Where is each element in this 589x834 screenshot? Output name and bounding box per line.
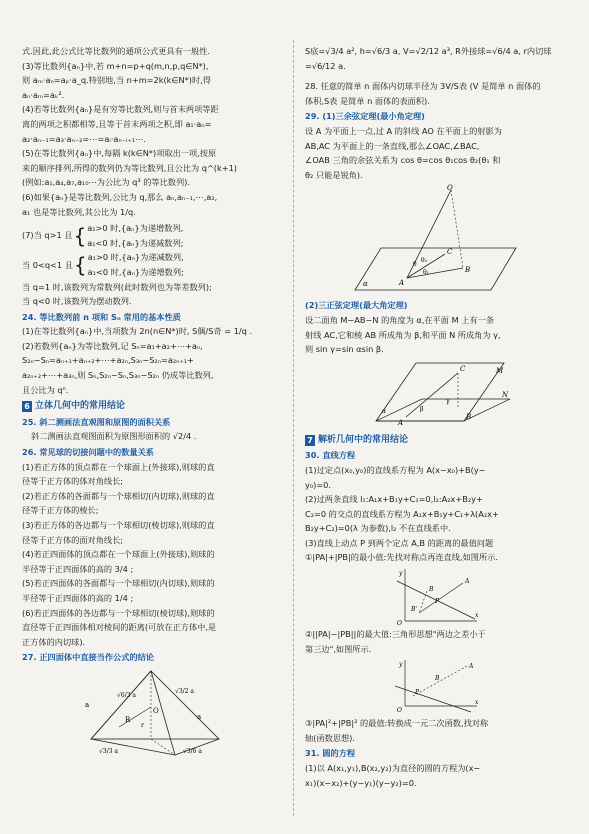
text-line: (例如:a₁,a₄,a₇,a₁₀⋯为公比为 q³ 的等比数列). (22, 177, 190, 188)
label-A: A (398, 418, 404, 427)
tetrahedron-figure (79, 667, 229, 759)
label-O: O (153, 706, 159, 715)
case-label: 当 0<q<1 且 (22, 259, 73, 270)
section-title: 解析几何中的常用结论 (318, 434, 409, 445)
label-gamma: γ (446, 397, 450, 405)
text-line: 半径等于正四面体的高的 3/4 ; (22, 563, 134, 574)
label-r: r (141, 721, 144, 729)
text-line: 则 sin γ=sin αsin β. (305, 344, 384, 355)
text-line: S₂ₙ−Sₙ=aₙ₊₁+aₙ₊₂+⋯+a₂ₙ,S₃ₙ−S₂ₙ=a₂ₙ₊₁+ (22, 355, 194, 366)
text-line: 当 q<0 时,该数列为摆动数列. (22, 296, 132, 307)
case-line: a₁<0 时,{aₙ}为递减数列; (87, 237, 184, 248)
text-line: 设二面角 M−AB−N 的角度为 α,在平面 M 上有一条 (305, 314, 495, 325)
three-sine-figure (356, 359, 516, 431)
left-column (22, 44, 286, 761)
text-line: 轴(函数思想). (305, 732, 355, 743)
heading-29: 29. (1)三余弦定理(最小角定理) (305, 111, 425, 122)
text-line: 则 aₘ·aₙ=aₚ·a_q.特别地,当 n+m=2k(k∈N*)时,得 (22, 75, 211, 86)
heading-25: 25. 斜二测画法直观图和原图的面积关系 (22, 416, 171, 427)
text-line: x₁)(x−x₂)+(y−y₁)(y−y₂)=0. (305, 777, 417, 788)
text-line: θ₂ 只能是锐角). (305, 169, 363, 180)
label-B: B (435, 675, 440, 683)
formula-top: S底=√3/4 a², h=√6/3 a, V=√2/12 a³, R外接球=√6/4 a, r内切球=√6/12 a. (305, 46, 552, 71)
label-x: x (475, 612, 479, 620)
line-l (395, 686, 471, 715)
label-36a: √3/6 a (183, 747, 202, 755)
text-line: 且公比为 qⁿ. (22, 384, 69, 395)
text-line: 斜二测画法直观图面积为原图形面积的 √2/4 . (31, 431, 197, 442)
text-line: (1)在等比数列{aₙ}中,当项数为 2n(n∈N*)时, S偶/S奇 = 1/q . (22, 326, 253, 337)
label-beta: β (420, 405, 424, 413)
label-A: A (469, 663, 474, 671)
case-line: a₁<0 时,{aₙ}为递增数列; (87, 266, 184, 277)
label-B: B (429, 586, 434, 594)
text-line: 体积,S表 是简单 n 面体的表面积). (305, 95, 430, 106)
text-line: ①|PA|+|PB|的最小值:先找对称点再连直线,如图所示. (305, 552, 498, 563)
text-line: (1)过定点(x₀,y₀)的直线系方程为 A(x−x₀)+B(y− (305, 464, 486, 475)
label-a-left: a (85, 700, 90, 709)
label-P: P (435, 598, 440, 606)
section-6-header (22, 399, 286, 414)
text-line: AB,AC 为平面上的一条直线,那么∠OAC,∠BAC, (305, 140, 480, 151)
label-O: O (397, 620, 402, 626)
text-line: (2)若正方体的各面都与一个球相切(内切球),则球的直 (22, 490, 215, 501)
case-label: (7)当 q>1 且 (22, 230, 73, 241)
label-B: B (465, 266, 471, 275)
min-sum-figure (391, 567, 481, 625)
text-line: (1)以 A(x₁,y₁),B(x₂,y₂)为直径的圆的方程为(x− (305, 763, 481, 774)
column-divider (293, 40, 294, 816)
heading-31: 31. 圆的方程 (305, 748, 356, 759)
plane-M (376, 363, 504, 421)
tetra-face (91, 671, 219, 739)
text-line: ∠OAB 三角的余弦关系为 cos θ=cos θ₁cos θ₂(θ₁ 和 (305, 155, 501, 166)
text-line: (4)若正四面体的顶点都在一个球面上(外接球),则球的 (22, 549, 215, 560)
text-line: a₂·aₙ₋₁=a₃·aₙ₋₂=⋯=aᵢ·aₙ₋ᵢ₊₁⋯. (22, 133, 146, 144)
text-line: a₂ₙ₊₂+⋯+a₃ₙ,则 Sₙ,S₂ₙ−Sₙ,S₃ₙ−S₂ₙ 仍成等比数列, (22, 370, 214, 381)
label-C: C (460, 364, 466, 373)
label-alpha: α (382, 407, 387, 415)
section-7-header (305, 433, 567, 448)
three-cosine-figure (351, 184, 521, 296)
label-O: O (397, 707, 402, 715)
heading-27: 27. 正四面体中直接当作公式的结论 (22, 652, 154, 663)
label-63a: √6/3 a (117, 691, 136, 699)
label-y: y (399, 570, 403, 578)
monotonic-case-1 (22, 221, 286, 250)
label-theta2: θ₂ (421, 257, 428, 265)
text-line: (2)过两条直线 l₁:A₁x+B₁y+C₁=0,l₂:A₂x+B₂y+ (305, 494, 483, 505)
text-line: 当 q=1 时,该数列为常数列(此时数列也为等差数列); (22, 281, 212, 292)
text-line: 直径等于正四面体相对棱间的距离(可放在正方体中,是 (22, 622, 217, 633)
heading-29b: (2)三正弦定理(最大角定理) (305, 300, 408, 311)
text-line: (6)若正四面体的各边都与一个球相切(棱切球),则球的 (22, 607, 215, 618)
label-R: R (125, 715, 131, 724)
ray-AC (406, 373, 458, 417)
line-AB (419, 583, 463, 613)
brace: { (73, 223, 87, 248)
text-line: a₁ 也是等比数列,其公比为 1/q. (22, 206, 136, 217)
text-line: (1)若正方体的顶点都在一个球面上(外接球),则球的直 (22, 461, 215, 472)
text-line: 径等于正方体的棱长; (22, 505, 99, 516)
case-body (87, 221, 183, 250)
label-theta1: θ₁ (423, 269, 430, 277)
text-line: 射线 AC,它和棱 AB 所成角为 β,和平面 N 所成角为 γ, (305, 329, 501, 340)
label-33a: √3/3 a (99, 747, 118, 755)
heading-26: 26. 常见球的切接问题中的数量关系 (22, 447, 154, 458)
label-M: M (496, 366, 504, 375)
text-line: (3)直线上动点 P 到两个定点 A,B 的距离的最值问题 (305, 537, 494, 548)
text-line: 正方体的内切球). (22, 636, 86, 647)
text-line: 第三边",如图所示. (305, 643, 372, 654)
plane-N (376, 399, 510, 421)
text-line: (3)等比数列{aₙ}中,若 m+n=p+q(m,n,p,q∈N*), (22, 60, 209, 71)
text-line: (3)若正方体的各边都与一个球相切(棱切球),则球的直 (22, 520, 215, 530)
label-32a: √3/2 a (175, 687, 194, 695)
label-theta: θ (413, 261, 417, 269)
text-line: 式.因此,此公式比等比数列的通项公式更具有一般性. (22, 46, 210, 56)
text-line: aₙ·aₘ=aₖ². (22, 89, 65, 100)
label-N: N (502, 390, 509, 399)
text-line: (2)若数列{aₙ}为等比数列,记 Sₙ=a₁+a₂+⋯+aₙ, (22, 340, 203, 351)
section-badge: 6 (22, 401, 32, 412)
text-line: 设 A 为平面上一点,过 A 的斜线 AO 在平面上的射影为 (305, 125, 502, 136)
case-body (88, 250, 184, 279)
label-C: C (447, 248, 453, 257)
label-P: P (415, 689, 420, 697)
case-line: a₁>0 时,{aₙ}为递增数列, (87, 223, 184, 234)
line-OB (451, 190, 463, 268)
tetra-face (91, 671, 175, 755)
plane (355, 248, 516, 290)
text-line: y₀)=0. (305, 479, 331, 490)
right-column (305, 44, 567, 790)
heading-28: 28. 任意的简单 n 面体内切球半径为 3V/S表 (V 是简单 n 面体的 (305, 81, 541, 92)
label-A: A (399, 279, 405, 288)
label-x: x (475, 699, 479, 707)
text-line: (5)若正四面体的各面都与一个球相切(内切球),则球的 (22, 578, 215, 589)
radius-line (119, 707, 151, 727)
text-line: 离的两项之积都相等,且等于首末两项之积,即 a₁·aₙ= (22, 118, 212, 129)
label-A: A (465, 578, 470, 586)
label-a-right: a (197, 712, 202, 721)
brace: { (73, 252, 87, 277)
text-line: 径等于正方体的面对角线长; (22, 534, 124, 545)
case-line: a₁>0 时,{aₙ}为递减数列, (87, 252, 184, 263)
left-block-1 (22, 44, 286, 219)
text-line: 来的顺序排列,所得的数列仍为等比数列,且公比为 q^(k+1) (22, 162, 238, 173)
text-line: (6)如果{aₙ}是等比数列,公比为 q,那么 aₙ,aₙ₋₁,⋯,a₂, (22, 191, 218, 202)
text-line: 半径等于正四面体的高的 1/4 ; (22, 592, 134, 603)
label-B: B (466, 412, 472, 421)
text-line: (4)若等比数列{aₙ}是有穷等比数列,则与首末两项等距 (22, 104, 219, 115)
heading-30: 30. 直线方程 (305, 450, 356, 461)
label-O: O (447, 184, 453, 193)
text-line: 径等于正方体的体对角线长; (22, 476, 124, 487)
max-diff-figure (391, 658, 481, 714)
text-line: C₂=0 的交点的直线系方程为 A₁x+B₁y+C₁+λ(A₂x+ (305, 508, 499, 519)
text-line: ②||PA|−|PB||的最大值:三角形思想"两边之差小于 (305, 629, 486, 640)
label-y: y (399, 661, 403, 669)
text-line: ③|PA|²+|PB|² 的最值:转换成一元二次函数,找对称 (305, 718, 489, 729)
label-B-prime: B' (411, 606, 418, 614)
label-alpha: α (363, 280, 368, 289)
heading-24: 24. 等比数列前 n 项和 Sₙ 常用的基本性质 (22, 311, 181, 322)
section-title: 立体几何中的常用结论 (35, 401, 126, 412)
section-badge: 7 (305, 435, 315, 446)
monotonic-case-2 (22, 250, 286, 279)
line-AB (413, 666, 467, 696)
text-line: B₂y+C₂)=0(λ 为参数),l₂ 不在直线系中. (305, 523, 451, 534)
mirror-line (419, 591, 427, 613)
text-line: (5)在等比数列{aₙ}中,每隔 k(k∈N*)项取出一项,按原 (22, 148, 217, 159)
